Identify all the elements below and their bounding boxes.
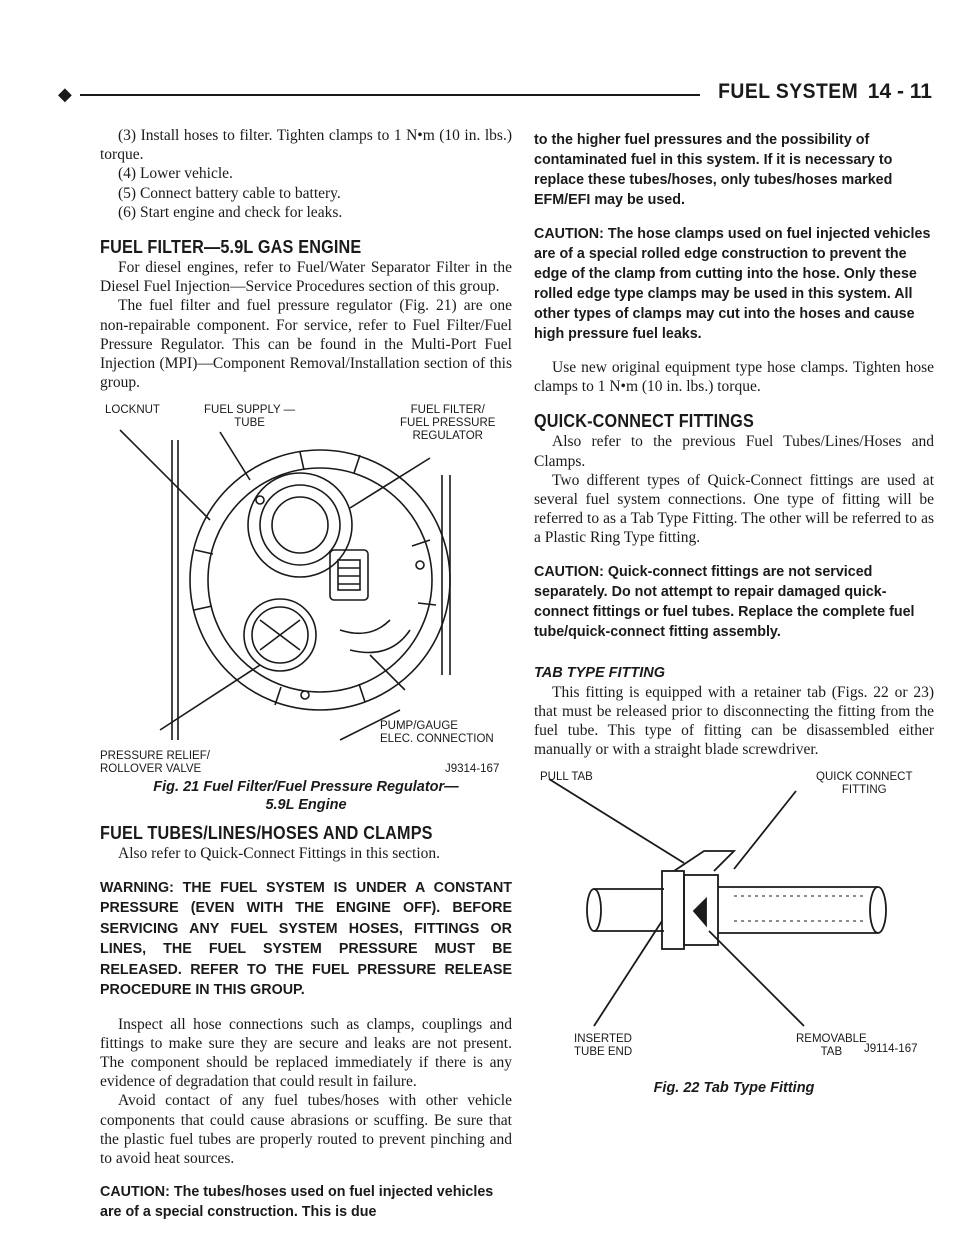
label-part-code-22: J9114-167 — [864, 1043, 918, 1056]
diamond-icon: ◆ — [58, 84, 72, 105]
page-number: 14 - 11 — [867, 80, 932, 103]
label-removable-tab: REMOVABLE TAB — [796, 1033, 867, 1059]
step-6: (6) Start engine and check for leaks. — [118, 203, 343, 221]
caution-quick-connect: CAUTION: Quick-connect fittings are not serviced separately. Do not attempt to repair damaged quick-connect fittings or fuel tubes. Replace the complete fuel tube/quick-connect fitting assembly. — [534, 563, 915, 640]
quick-connect-paragraph-2: Two different types of Quick-Connect fittings are used at several fuel system connections. One type of fitting will be referred to as a Tab Type Fitting. The other will be referred to as a Plastic Ring Type fitting. — [534, 471, 934, 547]
figure-22 — [534, 771, 934, 1071]
fuel-filter-diagram — [100, 400, 512, 770]
label-pump-gauge: PUMP/GAUGE ELEC. CONNECTION — [380, 720, 494, 746]
label-part-code-21: J9314-167 — [445, 763, 500, 776]
left-column — [100, 126, 512, 1222]
label-filter-regulator: FUEL FILTER/ FUEL PRESSURE REGULATOR — [400, 404, 496, 443]
fuel-tubes-paragraph: Also refer to Quick-Connect Fittings in this section. — [118, 845, 441, 863]
caution-tubes-start: CAUTION: The tubes/hoses used on fuel injected vehicles are of a special construction. This is due — [100, 1184, 494, 1221]
label-fuel-supply-tube: FUEL SUPPLY — TUBE — [204, 404, 296, 430]
tab-type-paragraph: This fitting is equipped with a retainer tab (Figs. 22 or 23) that must be released prior to disconnecting the fitting from the fuel tube. This type of fitting can be disassembled either manually or with a straight blade screwdriver. — [534, 683, 934, 759]
clamps-paragraph: Use new original equipment type hose clamps. Tighten hose clamps to 1 N•m (10 in. lbs.) torque. — [534, 359, 934, 396]
step-3: (3) Install hoses to filter. Tighten clamps to 1 N•m (10 in. lbs.) torque. — [100, 127, 512, 164]
caution-tubes-continued: to the higher fuel pressures and the possibility of contaminated fuel in this system. If it is necessary to replace these tubes/hoses, only tubes/hoses marked EFM/EFI may be used. — [534, 132, 893, 208]
figure-22-caption: Fig. 22 Tab Type Fitting — [653, 1080, 815, 1097]
fuel-filter-paragraph-1: For diesel engines, refer to Fuel/Water Separator Filter in the Diesel Fuel Injection—Service Procedures section of this group. — [100, 259, 512, 296]
label-pull-tab: PULL TAB — [540, 771, 593, 784]
caution-clamps: CAUTION: The hose clamps used on fuel injected vehicles are of a special rolled edge construction to prevent the edge of the clamp from cutting into the hose. Only these rolled edge type clamps may be used in this system. All other types of clamps may cut into the hoses and cause high pressure fuel leaks. — [534, 226, 931, 342]
fuel-filter-paragraph-2: The fuel filter and fuel pressure regulator (Fig. 21) are one non-repairable component. For service, refer to Fuel Filter/Fuel Pressure Regulator. This can be found in the Multi-Port Fuel Injection (MPI)—Component Removal/Installation section of this group. — [100, 297, 512, 392]
warning-text: WARNING: THE FUEL SYSTEM IS UNDER A CONSTANT PRESSURE (EVEN WITH THE ENGINE OFF). BEFORE SERVICING ANY FUEL SYSTEM HOSES, FITTINGS OR LINES, THE FUEL SYSTEM PRESSURE MUST BE RELEASED. REFER TO THE FUEL PRESSURE RELEASE PROCEDURE IN THIS GROUP. — [100, 879, 512, 999]
tab-fitting-diagram — [534, 771, 934, 1071]
fuel-filter-heading: FUEL FILTER—5.9L GAS ENGINE — [100, 237, 362, 258]
label-relief-valve: PRESSURE RELIEF/ ROLLOVER VALVE — [100, 750, 210, 776]
inspect-paragraph: Inspect all hose connections such as clamps, couplings and fittings to make sure they are secure and leaks are not present. The component should be replaced immediately if there is any evidence of degradation that could result in failure. — [100, 1015, 512, 1091]
label-inserted-tube-end: INSERTED TUBE END — [574, 1033, 633, 1059]
label-locknut: LOCKNUT — [105, 404, 160, 417]
avoid-paragraph: Avoid contact of any fuel tubes/hoses with other vehicle components that could cause abrasions or scuffing. Be sure that the plastic fuel tubes are properly routed to prevent pinching and to avoid heat sources. — [100, 1092, 512, 1168]
step-4: (4) Lower vehicle. — [118, 165, 233, 183]
right-column — [534, 130, 934, 1097]
quick-connect-heading: QUICK-CONNECT FITTINGS — [534, 411, 754, 432]
header-rule — [80, 94, 700, 96]
label-quick-connect-fitting: QUICK CONNECT FITTING — [816, 771, 913, 797]
figure-21-caption: Fig. 21 Fuel Filter/Fuel Pressure Regulator—5.9L Engine — [153, 779, 459, 814]
step-5: (5) Connect battery cable to battery. — [118, 184, 341, 202]
quick-connect-paragraph-1: Also refer to the previous Fuel Tubes/Lines/Hoses and Clamps. — [534, 433, 934, 470]
page-header — [58, 80, 932, 106]
fuel-tubes-heading: FUEL TUBES/LINES/HOSES AND CLAMPS — [100, 823, 433, 844]
section-title: FUEL SYSTEM — [718, 80, 858, 103]
tab-type-heading: TAB TYPE FITTING — [534, 664, 666, 681]
figure-21 — [100, 400, 512, 776]
